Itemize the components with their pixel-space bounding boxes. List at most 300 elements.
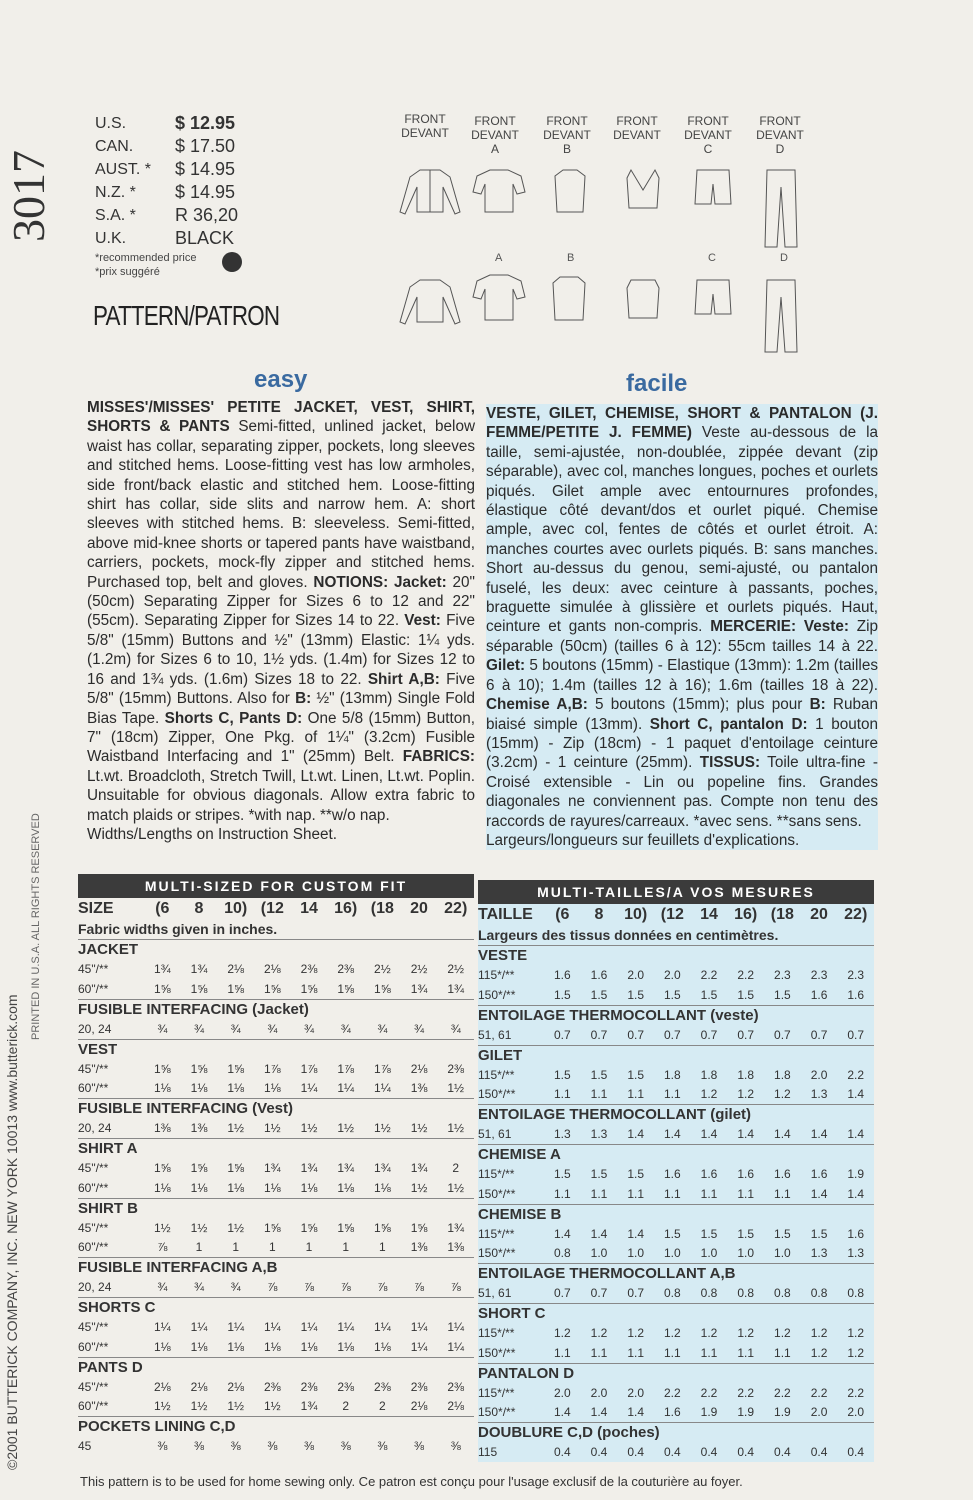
yardage-cell: 1¾ <box>410 1161 428 1176</box>
table-row <box>78 979 474 999</box>
front-view-label <box>673 114 743 156</box>
yardage-cell: 2⅛ <box>410 1061 428 1076</box>
yardage-cell: 1.4 <box>590 1405 608 1420</box>
front-devant-label: FRONT DEVANT <box>471 114 519 142</box>
yardage-cell: 0.8 <box>847 1286 865 1301</box>
price-country: U.K. <box>95 229 127 247</box>
yardage-cell: 0.8 <box>737 1286 755 1301</box>
notions-b-label-en: B: <box>295 690 312 708</box>
yardage-cell: 1.1 <box>700 1186 718 1201</box>
yardage-cell: 1½ <box>227 1121 245 1136</box>
yardage-cell: 2.2 <box>737 968 755 983</box>
fabric-width: 150*/** <box>478 1246 516 1261</box>
garment-section-title: VESTE <box>478 945 874 966</box>
notions-vest-label-en: Vest: <box>404 612 441 630</box>
yardage-cell: 1¼ <box>227 1320 245 1335</box>
yardage-cell: 1.6 <box>847 1226 865 1241</box>
yardage-cell: 1.5 <box>664 1226 681 1241</box>
yardage-cell: ⅞ <box>304 1280 315 1295</box>
yardage-cell: 1¼ <box>264 1320 281 1335</box>
front-devant-label: FRONT DEVANT <box>684 114 732 142</box>
fabric-width: 45 <box>78 1439 92 1454</box>
yardage-cell: 0.7 <box>737 1027 755 1042</box>
front-view-label <box>745 114 815 156</box>
yardage-cell: 2⅜ <box>447 1379 465 1394</box>
description-english <box>87 398 475 844</box>
yardage-cell: 1⅝ <box>300 1220 318 1235</box>
yardage-cell: 1⅛ <box>190 1339 208 1354</box>
garment-section-title: POCKETS LINING C,D <box>78 1416 474 1437</box>
fabric-width: 20, 24 <box>78 1021 112 1036</box>
yardage-cell: 1.5 <box>627 1067 645 1082</box>
yardage-cell: 1⅛ <box>190 1180 208 1195</box>
yardage-cell: 1 <box>305 1240 313 1255</box>
mercerie-veste-fr: Zip séparable (50cm) (tailles 6 à 12): 55cm tailles 14 à 22. <box>486 618 879 655</box>
mercerie-label-fr: MERCERIE: Veste: <box>710 618 849 636</box>
notions-shorts-en: One 5/8 (15mm) Button, 7" (18cm) Zipper, One Pkg. of 1¼" (3.2cm) Fusible Waistband Interfacing and 1" (25mm) Belt. <box>87 709 475 766</box>
yardage-cell: 1 <box>269 1240 276 1255</box>
size-cell: (6 <box>155 900 170 917</box>
fabric-width: 150*/** <box>478 1405 516 1420</box>
yardage-cell: 1⅝ <box>190 1061 208 1076</box>
notions-b-en: ½" (13mm) Single Fold Bias Tape. <box>87 690 475 727</box>
size-cell: (12 <box>660 906 684 923</box>
yardage-cell: 1.4 <box>627 1226 645 1241</box>
yardage-cell: 1¾ <box>447 1220 465 1235</box>
fabric-width: 115*/** <box>478 1385 515 1400</box>
yardage-cell: 1.0 <box>590 1246 608 1261</box>
yardage-cell: 2½ <box>447 962 465 977</box>
yardage-cell: 1½ <box>153 1220 171 1235</box>
yardage-cell: 1¼ <box>337 1320 355 1335</box>
yardage-cell: ⅞ <box>414 1280 425 1295</box>
front-devant-label: FRONT DEVANT <box>543 114 591 142</box>
yardage-cell: 1.4 <box>700 1127 718 1142</box>
fabric-width: 60"/** <box>78 1399 109 1414</box>
mercerie-chemise-label-fr: Chemise A,B: <box>486 696 588 714</box>
yardage-cell: 1⅝ <box>374 1220 391 1235</box>
yardage-cell: 0.7 <box>553 1027 571 1042</box>
fabric-width: 45"/** <box>78 1379 109 1394</box>
garment-section-title: GILET <box>478 1045 874 1066</box>
yardage-cell: 1.2 <box>737 1087 755 1102</box>
yardage-cell: ¾ <box>340 1021 351 1036</box>
yardage-cell: 0.4 <box>590 1445 608 1460</box>
yardage-cell: 1.2 <box>700 1326 718 1341</box>
price-value: R 36,20 <box>175 205 239 225</box>
yardage-cell: ¾ <box>267 1021 278 1036</box>
yardage-cell: 1.2 <box>810 1345 828 1360</box>
yardage-cell: 1.4 <box>847 1186 865 1201</box>
yardage-cell: 1½ <box>300 1121 318 1136</box>
yardage-cell: 1.4 <box>553 1226 571 1241</box>
size-cell: 16) <box>334 900 358 917</box>
yardage-cell: 1¼ <box>410 1320 428 1335</box>
yardage-cell: 1.1 <box>553 1087 571 1102</box>
yardage-cell: ¾ <box>230 1021 241 1036</box>
yardage-cell: ⅞ <box>450 1280 461 1295</box>
table-row <box>478 1443 874 1463</box>
yardage-cell: 1.4 <box>774 1127 791 1142</box>
fabrics-label-en: FABRICS: <box>402 748 475 766</box>
yardage-cell: 1.6 <box>737 1167 755 1182</box>
yardage-cell: 1⅛ <box>337 1180 355 1195</box>
fabric-width: 115*/** <box>478 1226 515 1241</box>
table-row <box>478 1324 874 1344</box>
yardage-cell: 1¾ <box>447 981 465 996</box>
yardage-cell: 1⅞ <box>337 1061 355 1076</box>
yardage-cell: 1.6 <box>700 1167 718 1182</box>
garment-section-title: ENTOILAGE THERMOCOLLANT (veste) <box>478 1005 874 1026</box>
yardage-cell: 1.5 <box>700 1226 718 1241</box>
yardage-cell: 0.7 <box>590 1027 608 1042</box>
size-cell: 22) <box>844 906 868 923</box>
yardage-cell: 1.5 <box>553 1167 571 1182</box>
widths-note-en: Widths/Lengths on Instruction Sheet. <box>87 825 337 843</box>
size-cell: 20 <box>410 900 428 917</box>
mercerie-short-label-fr: Short C, pantalon D: <box>649 715 808 733</box>
fabric-width: 150*/** <box>478 1186 516 1201</box>
yardage-cell: ¾ <box>304 1021 315 1036</box>
garment-section-title: FUSIBLE INTERFACING (Vest) <box>78 1098 474 1119</box>
front-view-label <box>460 114 530 156</box>
price-row <box>95 135 255 158</box>
notions-shorts-label-en: Shorts C, Pants D: <box>164 709 303 727</box>
yardage-cell: 2.3 <box>810 968 828 983</box>
yardage-cell: 1.0 <box>700 1246 718 1261</box>
yardage-cell: ⅜ <box>157 1439 168 1454</box>
yardage-cell: 0.4 <box>847 1445 865 1460</box>
price-country: U.S. <box>95 114 127 132</box>
yardage-cell: 1.2 <box>737 1326 755 1341</box>
vest-front-sketch <box>627 170 659 208</box>
yardage-cell: 0.7 <box>627 1286 645 1301</box>
shirt-b-front-sketch <box>555 170 585 212</box>
yardage-cell: ¾ <box>157 1280 168 1295</box>
yardage-cell: ¾ <box>414 1021 425 1036</box>
yardage-cell: 1.1 <box>737 1186 755 1201</box>
yardage-cell: 1⅜ <box>410 1240 428 1255</box>
yardage-cell: 1¾ <box>374 1161 391 1176</box>
yardage-cell: 2.0 <box>810 1405 828 1420</box>
yardage-cell: 1.1 <box>627 1087 645 1102</box>
facile-label: facile <box>626 370 688 397</box>
yardage-cell: 1½ <box>337 1121 355 1136</box>
yardage-cell: 1.6 <box>810 987 828 1002</box>
yardage-cell: 0.7 <box>847 1027 865 1042</box>
yardage-cell: 1¼ <box>374 1320 391 1335</box>
fabric-width: 60"/** <box>78 1240 109 1255</box>
view-letter: D <box>775 142 785 156</box>
yardage-cell: 1.5 <box>590 987 608 1002</box>
mercerie-chemise-fr: 5 boutons (15mm); plus pour <box>587 696 810 714</box>
yardage-cell: 1 <box>232 1240 240 1255</box>
yardage-cell: 1.2 <box>700 1087 718 1102</box>
mercerie-gilet-fr: 5 boutons (15mm) - Elastique (13mm): 1.2m (tailles 6 à 10); 1.4m (tailles 12 à 16); 1.6m (tailles 18 à 22). <box>486 657 878 694</box>
size-cell: 10) <box>624 906 648 923</box>
yardage-cell: 1⅝ <box>153 1161 171 1176</box>
yardage-cell: 1¼ <box>300 1320 318 1335</box>
front-devant-label: FRONT DEVANT <box>613 114 661 142</box>
yardage-cell: 0.4 <box>553 1445 571 1460</box>
garment-section-title: JACKET <box>78 939 474 960</box>
yardage-cell: 1⅛ <box>264 1339 281 1354</box>
yardage-cell: 1.1 <box>553 1345 571 1360</box>
yardage-cell: 0.4 <box>774 1445 791 1460</box>
fabric-width: 115*/** <box>478 1326 515 1341</box>
yardage-cell: 1¾ <box>190 962 208 977</box>
garment-section-title: SHORTS C <box>78 1297 474 1318</box>
table-row <box>78 1337 474 1357</box>
yardage-cell: 2.0 <box>627 968 645 983</box>
yardage-cell: 0.4 <box>810 1445 828 1460</box>
yardage-cell: 1.5 <box>590 1167 608 1182</box>
size-cell: 22) <box>444 900 468 917</box>
yardage-cell: 0.7 <box>664 1027 681 1042</box>
home-sewing-note: This pattern is to be used for home sewing only. Ce patron est conçu pour l'usage exclusif de la couturière au foyer. <box>80 1474 743 1489</box>
fabric-width: 60"/** <box>78 1180 109 1195</box>
table-row <box>478 1343 874 1363</box>
size-label: TAILLE <box>478 906 533 923</box>
fabric-width: 51, 61 <box>478 1027 512 1042</box>
yardage-cell: 1⅝ <box>190 981 208 996</box>
fabric-width: 150*/** <box>478 1345 516 1360</box>
yardage-cell: 1.4 <box>810 1186 828 1201</box>
yardage-cell: 1.4 <box>627 1127 645 1142</box>
garment-views <box>395 112 825 362</box>
yardage-cell: 1.0 <box>737 1246 755 1261</box>
yardage-cell: ⅜ <box>340 1439 351 1454</box>
fabrics-en: Lt.wt. Broadcloth, Stretch Twill, Lt.wt. Linen, Lt.wt. Poplin. Unsuitable for obvious diagonals. Allow extra fabric to match plaids or stripes. *with nap. **w/o nap. <box>87 767 475 824</box>
yardage-cell: 1⅞ <box>264 1061 281 1076</box>
garment-section-title: FUSIBLE INTERFACING A,B <box>78 1257 474 1278</box>
table-row <box>478 1165 874 1185</box>
size-cell: 14 <box>300 900 318 917</box>
description-body-fr: Veste au-dessous de la taille, semi-ajustée, non-doublée, zippée devant (zip séparable), avec col, manches longues, poches et ourlets piqués. Gilet ample avec entournures profondes, élastique côté devant/dos et ourlet piqué. Chemise ample, avec col, fentes de côtés et ourlet étroit. A: manches courtes avec ourlets piqués. B: sans manches. Short au-dessus du genou, semi-ajusté, ou pantalon fuselé, les deux: avec ceinture à passants, poches, braguette simulée à glissière et ourlets piqués. Haut, ceinture et gants non-compris. <box>486 424 878 636</box>
yardage-cell: 1⅝ <box>337 981 355 996</box>
yardage-cell: 1.2 <box>847 1326 865 1341</box>
rights-line: PRINTED IN U.S.A. ALL RIGHTS RESERVED <box>30 813 42 1040</box>
yardage-cell: 1½ <box>264 1121 281 1136</box>
table-row <box>478 1224 874 1244</box>
garment-section-title: ENTOILAGE THERMOCOLLANT (gilet) <box>478 1104 874 1125</box>
fabric-width: 45"/** <box>78 1061 109 1076</box>
yardage-cell: 1.4 <box>553 1405 571 1420</box>
yardage-cell: 2⅜ <box>447 1061 465 1076</box>
yardage-cell: 2⅜ <box>410 1379 428 1394</box>
garment-section-title: DOUBLURE C,D (poches) <box>478 1422 874 1443</box>
yardage-cell: 1.8 <box>700 1067 718 1082</box>
yardage-cell: 1½ <box>264 1399 281 1414</box>
yardage-cell: 1.5 <box>553 1067 571 1082</box>
yardage-cell: 1.2 <box>847 1345 865 1360</box>
fabric-width: 51, 61 <box>478 1127 512 1142</box>
widths-note: Largeurs des tissus données en centimètres. <box>478 927 779 943</box>
yardage-cell: 1½ <box>410 1180 428 1195</box>
price-value: BLACK <box>175 228 235 248</box>
yardage-cell: 1.1 <box>627 1186 645 1201</box>
yardage-cell: 1.4 <box>847 1127 865 1142</box>
garment-section-title: CHEMISE B <box>478 1204 874 1225</box>
yardage-cell: 1¼ <box>447 1339 465 1354</box>
yardage-cell: 0.8 <box>700 1286 718 1301</box>
garment-section-title: SHORT C <box>478 1303 874 1324</box>
table-row <box>78 1377 474 1397</box>
pants-d-back-sketch <box>765 280 797 352</box>
shorts-c-back-sketch <box>695 280 731 314</box>
yardage-cell: 1.4 <box>590 1226 608 1241</box>
yardage-cell: 1.5 <box>737 1226 755 1241</box>
pants-d-front-sketch <box>765 170 797 247</box>
yardage-cell: ⅞ <box>267 1280 278 1295</box>
yardage-cell: 1.4 <box>737 1127 755 1142</box>
table-row <box>78 1278 474 1298</box>
yardage-cell: 1.4 <box>627 1405 645 1420</box>
price-row <box>95 227 255 250</box>
yardage-cell: 2.0 <box>664 968 681 983</box>
table-row <box>78 1119 474 1139</box>
garment-section-title: SHIRT A <box>78 1138 474 1159</box>
yardage-cell: 2.0 <box>627 1385 645 1400</box>
yardage-cell: 1.8 <box>664 1067 681 1082</box>
yardage-cell: 1.6 <box>590 968 608 983</box>
yardage-cell: 1⅛ <box>153 1180 171 1195</box>
table-row <box>478 1244 874 1264</box>
front-devant-label: FRONT DEVANT <box>756 114 804 142</box>
yardage-cell: ⅜ <box>414 1439 425 1454</box>
yardage-cell: 1¾ <box>153 962 171 977</box>
yardage-cell: 1.1 <box>590 1345 608 1360</box>
yardage-cell: 1.5 <box>553 987 571 1002</box>
price-value: $ 17.50 <box>175 136 236 156</box>
yardage-cell: 1.9 <box>737 1405 755 1420</box>
table-row <box>478 966 874 986</box>
easy-label: easy <box>254 366 308 393</box>
yardage-cell: 1⅝ <box>227 1061 245 1076</box>
fabric-width: 150*/** <box>478 987 516 1002</box>
yardage-cell: 1.4 <box>810 1127 828 1142</box>
yardage-table-fr <box>478 880 874 1462</box>
yardage-cell: 1⅜ <box>410 1081 428 1096</box>
fabric-width: 150*/** <box>478 1087 516 1102</box>
yardage-cell: 2.2 <box>700 1385 718 1400</box>
yardage-cell: 2⅛ <box>227 1379 245 1394</box>
back-view-letter: C <box>708 252 716 264</box>
shorts-c-front-sketch <box>695 170 731 204</box>
table-row <box>478 1125 874 1145</box>
yardage-cell: 1.5 <box>810 1226 828 1241</box>
mercerie-b-label-fr: B: <box>809 696 826 714</box>
fabric-width: 60"/** <box>78 1081 109 1096</box>
table-row <box>78 1397 474 1417</box>
yardage-cell: 1.5 <box>774 1226 791 1241</box>
yardage-cell: 1⅝ <box>153 1061 171 1076</box>
table-row <box>478 1383 874 1403</box>
yardage-cell: 1.2 <box>774 1087 791 1102</box>
yardage-cell: ¾ <box>194 1280 205 1295</box>
price-country: N.Z. * <box>95 183 136 201</box>
notions-vest-en: Five 5/8" (15mm) Buttons and ½" (13mm) Elastic: 1¼ yds. (1.2m) for Sizes 6 to 10, 1½ yds. (1.4m) for Sizes 12 to 16 and 1¾ yds. (1.6m) Sizes 18 to 22. <box>87 612 475 688</box>
yardage-cell: 1⅛ <box>300 1180 318 1195</box>
yardage-cell: 1¾ <box>300 1161 318 1176</box>
fabric-width: 60"/** <box>78 981 109 996</box>
yardage-cell: 2⅜ <box>300 1379 318 1394</box>
yardage-cell: 2⅜ <box>337 962 355 977</box>
table-row <box>478 1184 874 1204</box>
vest-back-sketch <box>627 280 659 318</box>
yardage-cell: 0.7 <box>774 1027 791 1042</box>
yardage-cell: 2 <box>452 1161 460 1176</box>
yardage-cell: 2⅜ <box>264 1379 281 1394</box>
yardage-cell: 1⅜ <box>447 1240 465 1255</box>
pattern-number: 3017 <box>3 150 54 242</box>
yardage-cell: 2.2 <box>810 1385 828 1400</box>
yardage-cell: 1⅝ <box>227 1161 245 1176</box>
yardage-cell: 1¼ <box>337 1081 355 1096</box>
price-row <box>95 158 255 181</box>
yardage-cell: 1.9 <box>774 1405 791 1420</box>
notions-shirt-en: Five 5/8" (15mm) Buttons. Also for <box>87 670 476 708</box>
yardage-cell: 1¾ <box>410 981 428 996</box>
garment-section-title: FUSIBLE INTERFACING (Jacket) <box>78 999 474 1020</box>
yardage-cell: 1.5 <box>664 987 681 1002</box>
size-cell: (18 <box>370 900 394 917</box>
yardage-cell: 1.5 <box>590 1067 608 1082</box>
table-row <box>78 960 474 980</box>
yardage-cell: 1 <box>195 1240 203 1255</box>
table-row <box>78 1019 474 1039</box>
yardage-cell: 1⅝ <box>227 981 245 996</box>
yardage-cell: 1.4 <box>847 1087 865 1102</box>
yardage-cell: 1.5 <box>737 987 755 1002</box>
yardage-cell: 1¼ <box>410 1339 428 1354</box>
jacket-back-sketch <box>400 280 460 324</box>
garment-section-title: VEST <box>78 1039 474 1060</box>
garment-section-title: ENTOILAGE THERMOCOLLANT A,B <box>478 1263 874 1284</box>
yardage-cell: 2⅜ <box>374 1379 391 1394</box>
table-row <box>78 1218 474 1238</box>
table-row <box>478 1025 874 1045</box>
yardage-cell: 2.0 <box>810 1067 828 1082</box>
yardage-cell: 1⅛ <box>153 1339 171 1354</box>
yardage-cell: 1½ <box>190 1220 208 1235</box>
yardage-cell: 1.2 <box>590 1326 608 1341</box>
shirt-a-front-sketch <box>473 170 525 212</box>
yardage-cell: ¾ <box>230 1280 241 1295</box>
yardage-cell: 1⅝ <box>410 1220 428 1235</box>
yardage-cell: 2.0 <box>590 1385 608 1400</box>
yardage-table-en <box>78 874 474 1456</box>
price-country: CAN. <box>95 137 134 155</box>
table-row <box>478 1403 874 1423</box>
yardage-cell: 1⅝ <box>300 981 318 996</box>
yardage-cell: 1½ <box>374 1121 391 1136</box>
size-cell: (6 <box>555 906 570 923</box>
yardage-cell: 1⅜ <box>190 1121 208 1136</box>
widths-note: Fabric widths given in inches. <box>78 921 278 937</box>
yardage-cell: 1.4 <box>664 1127 681 1142</box>
price-value: $ 12.95 <box>175 113 236 133</box>
size-row <box>78 898 474 920</box>
fabric-width: 115*/** <box>478 1067 515 1082</box>
yardage-cell: 1¼ <box>374 1081 391 1096</box>
yardage-cell: 1.2 <box>553 1326 571 1341</box>
black-dot-marker <box>222 252 242 272</box>
yardage-cell: 2½ <box>374 962 391 977</box>
table-header: MULTI-SIZED FOR CUSTOM FIT <box>78 874 474 898</box>
yardage-cell: 1½ <box>190 1399 208 1414</box>
table-row <box>78 1079 474 1099</box>
